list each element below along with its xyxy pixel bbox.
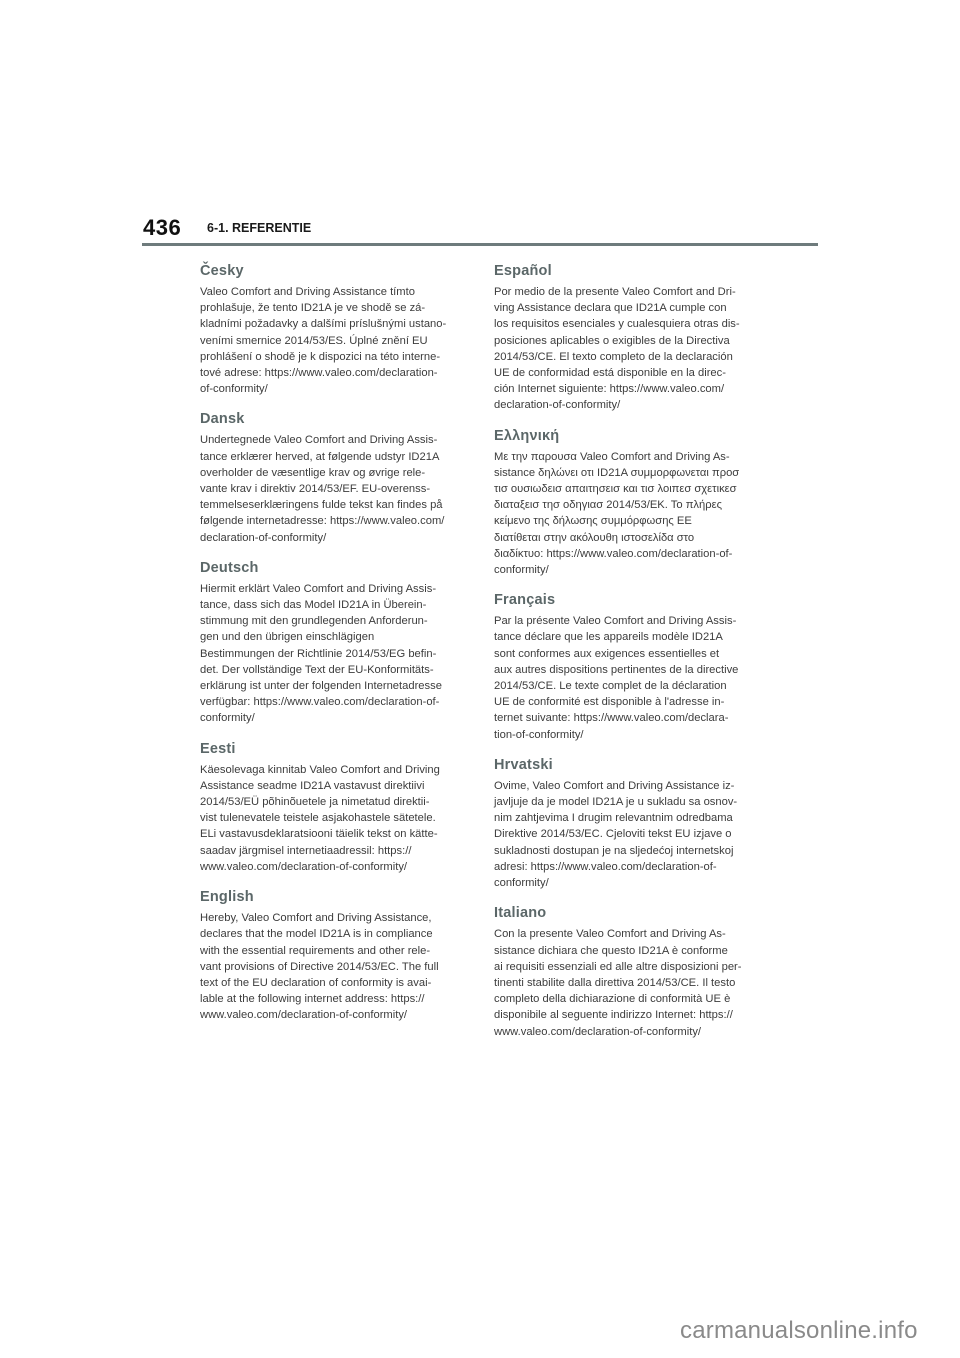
site-watermark: carmanualsonline.info: [680, 1317, 918, 1344]
header-divider: [142, 243, 818, 246]
lang-section-espanol: [494, 262, 764, 414]
text-line: prohlášení o shodě je k dispozici na této interne-: [200, 350, 441, 363]
text-line: τισ ουσιωδεισ απαιτησεισ και τισ λοιπεσ σχετικεσ: [494, 483, 737, 496]
page-number: 436: [143, 215, 182, 240]
lang-heading: Česky: [200, 263, 244, 279]
text-line: Con la presente Valeo Comfort and Driving As-: [494, 928, 726, 941]
text-line: prohlašuje, že tento ID21A je ve shodě se zá-: [200, 302, 426, 315]
text-line: veními smernice 2014/53/ES. Úplné znění EU: [200, 334, 428, 347]
lang-heading: Hrvatski: [494, 756, 553, 773]
text-line: los requisitos esenciales y cualesquiera otras dis-: [494, 318, 740, 331]
text-line: Undertegnede Valeo Comfort and Driving Assis-: [200, 434, 438, 447]
page-header: [142, 212, 818, 246]
text-line: with the essential requirements and other rele-: [200, 944, 431, 957]
text-line: ai requisiti essenziali ed alle altre disposizioni per-: [494, 960, 742, 973]
text-line: declaration-of-conformity/: [494, 399, 621, 412]
text-line: κείμενο της δήλωσης συμμόρφωσης ΕΕ: [494, 515, 692, 528]
text-line: Direktive 2014/53/EC. Cjeloviti tekst EU izjave o: [494, 828, 732, 841]
text-line: disponibile al seguente indirizzo Internet: https://: [494, 1009, 733, 1022]
text-line: Assistance seadme ID21A vastavust direktiivi: [200, 779, 425, 792]
text-line: Valeo Comfort and Driving Assistance tímto: [200, 286, 415, 298]
text-line: tance déclare que les appareils modèle ID21A: [494, 631, 723, 644]
lang-section-deutsch: [200, 559, 470, 727]
text-line: www.valeo.com/declaration-of-conformity/: [200, 1009, 408, 1022]
text-line: sont conformes aux exigences essentielles et: [494, 647, 720, 660]
text-line: Bestimmungen der Richtlinie 2014/53/EG befin-: [200, 647, 437, 660]
text-line: stimmung mit den grundlegenden Anforderun-: [200, 615, 428, 628]
text-line: Hereby, Valeo Comfort and Driving Assistance,: [200, 912, 432, 925]
text-line: tion-of-conformity/: [494, 728, 584, 741]
lang-heading: English: [200, 889, 254, 906]
text-line: følgende internetadresse: https://www.valeo.com/: [200, 515, 445, 528]
right-column: [494, 262, 764, 1053]
text-line: erklärung ist unter der folgenden Internetadresse: [200, 680, 442, 693]
text-line: adresi: https://www.valeo.com/declaration-of-: [494, 860, 717, 873]
lang-section-ellinika: [494, 427, 764, 579]
text-line: lable at the following internet address: https://: [200, 993, 425, 1006]
text-line: sistance dichiara che questo ID21A è conforme: [494, 944, 728, 957]
text-line: declares that the model ID21A is in compliance: [200, 928, 433, 941]
text-line: of-conformity/: [200, 383, 268, 396]
text-line: nim zahtjevima I drugim relevantnim odredbama: [494, 812, 733, 825]
lang-heading: Deutsch: [200, 559, 259, 576]
text-line: Par la présente Valeo Comfort and Driving Assis-: [494, 615, 737, 628]
text-line: saadav järgmisel internetiaadressil: https://: [200, 844, 412, 857]
lang-heading: Français: [494, 592, 556, 609]
text-line: conformity/: [494, 877, 549, 890]
text-line: temmelseserklæringens fulde tekst kan findes på: [200, 499, 443, 512]
text-line: det. Der vollständige Text der EU-Konformitäts-: [200, 663, 434, 676]
text-line: tové adrese: https://www.valeo.com/declaration-: [200, 367, 438, 380]
lang-heading: Ελληνική: [494, 427, 560, 444]
lang-section-eesti: [200, 740, 470, 875]
lang-section-cesky: [200, 262, 470, 397]
text-line: UE de conformité est disponible à l'adresse in-: [494, 696, 725, 709]
text-line: tinenti stabilite dalla direttiva 2014/53/CE. Il testo: [494, 976, 736, 989]
text-line: vist tulenevatele teistele asjakohastele sätetele.: [200, 812, 436, 825]
text-line: sukladnosti dostupan je na sljedećoj internetskoj: [494, 844, 734, 857]
lang-heading: Eesti: [200, 740, 236, 757]
text-line: javljuje da je model ID21A je u sukladu sa osnov-: [494, 796, 738, 809]
text-line: ving Assistance declara que ID21A cumple con: [494, 302, 727, 315]
text-line: διατίθεται στην ακόλουθη ιστοσελίδα στο: [494, 531, 695, 544]
text-line: tance erklærer herved, at følgende udstyr ID21A: [200, 450, 440, 463]
text-line: Käesolevaga kinnitab Valeo Comfort and Driving: [200, 763, 440, 776]
text-line: text of the EU declaration of conformity is avai-: [200, 976, 432, 989]
text-line: vant provisions of Directive 2014/53/EC. The full: [200, 960, 439, 973]
text-line: completo della dichiarazione di conformità UE è: [494, 993, 731, 1006]
text-line: overholder de væsentlige krav og øvrige rele-: [200, 466, 426, 479]
text-line: www.valeo.com/declaration-of-conformity/: [494, 1025, 702, 1038]
text-line: ELi vastavusdeklaratsiooni täielik tekst on kätte-: [200, 828, 438, 841]
lang-section-francais: [494, 591, 764, 743]
lang-heading: Dansk: [200, 411, 245, 428]
text-line: Por medio de la presente Valeo Comfort and Dri-: [494, 286, 736, 298]
text-line: 2014/53/CE. Le texte complet de la déclaration: [494, 680, 727, 693]
text-line: διαταξεισ τησ οδηγιασ 2014/53/ΕΚ. Το πλήρες: [494, 499, 722, 512]
text-line: vante krav i direktiv 2014/53/EF. EU-overenss-: [200, 483, 431, 496]
text-line: UE de conformidad está disponible en la direc-: [494, 367, 726, 380]
lang-section-english: [200, 888, 470, 1023]
text-line: declaration-of-conformity/: [200, 531, 327, 544]
text-line: posiciones aplicables o exigibles de la Directiva: [494, 334, 730, 347]
left-column: [200, 262, 470, 1037]
text-line: aux autres dispositions pertinentes de la directive: [494, 663, 739, 676]
text-line: 2014/53/EÜ põhinõuetele ja nimetatud direktii-: [200, 796, 430, 809]
lang-heading: Español: [494, 263, 552, 279]
text-line: conformity/: [200, 712, 255, 725]
text-line: Ovime, Valeo Comfort and Driving Assistance iz-: [494, 779, 735, 792]
section-title: 6-1. REFERENTIE: [207, 221, 312, 235]
text-line: ción Internet siguiente: https://www.valeo.com/: [494, 383, 725, 396]
text-line: ternet suivante: https://www.valeo.com/declara-: [494, 712, 729, 725]
text-line: διαδίκτυο: https://www.valeo.com/declaration-of-: [494, 547, 733, 560]
text-line: www.valeo.com/declaration-of-conformity/: [200, 860, 408, 873]
lang-section-hrvatski: [494, 756, 764, 891]
text-line: conformity/: [494, 564, 549, 577]
text-line: gen und den übrigen einschlägigen: [200, 631, 375, 644]
text-line: verfügbar: https://www.valeo.com/declaration-of-: [200, 696, 440, 709]
text-line: Με την παρουσα Valeo Comfort and Driving As-: [494, 450, 730, 463]
lang-section-dansk: [200, 410, 470, 545]
text-line: Hiermit erklärt Valeo Comfort and Driving Assis-: [200, 582, 437, 595]
text-line: kladními požadavky a dalšími príslušnými ustano-: [200, 318, 447, 331]
lang-section-italiano: [494, 904, 764, 1039]
lang-heading: Italiano: [494, 905, 547, 922]
text-line: sistance δηλώνει οτι ID21A συμμορφωνεται προσ: [494, 466, 740, 479]
text-line: tance, dass sich das Model ID21A in Überein-: [200, 599, 427, 612]
text-line: 2014/53/CE. El texto completo de la declaración: [494, 350, 733, 363]
